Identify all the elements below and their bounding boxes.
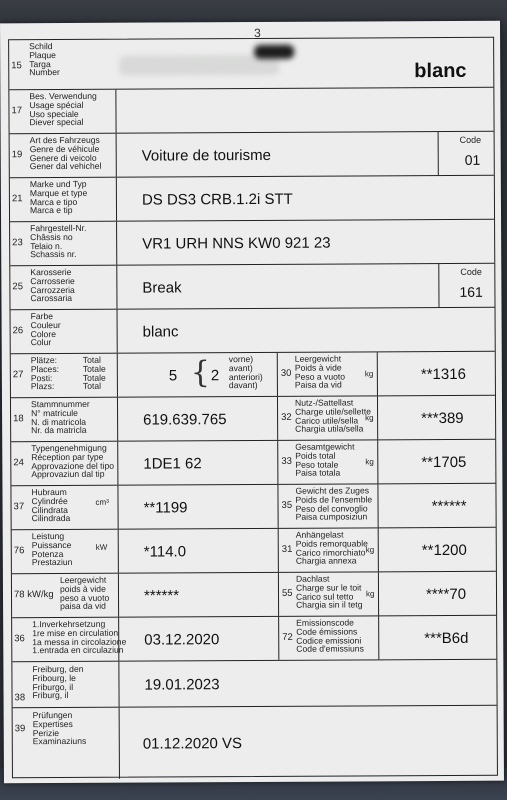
field-label: Freiburg, den Fribourg, le Friburgo, il Friburg, il: [32, 663, 84, 701]
unit-label: kg: [365, 413, 374, 423]
field-number: 33: [281, 455, 292, 467]
field-number: 39: [14, 723, 26, 735]
field-number: 15: [11, 60, 22, 72]
body-value: Break: [142, 279, 182, 297]
power-value: *114.0: [143, 543, 187, 561]
field-label: Marke und Typ Marque et type Marca e tipo Marca e tip: [29, 178, 88, 216]
color-value: blanc: [142, 323, 179, 341]
field-label: 1.Inverkehrsetzung 1re mise en circulation 1a messa in circolazione 1.entrada en circulaziun: [32, 618, 127, 656]
page-number: 3: [254, 25, 261, 40]
field-label: Art des Fahrzeugs Genre de véhicule Genere di veicolo Gener dal vehichel: [29, 134, 102, 172]
unit-label: kg: [365, 589, 375, 599]
total-weight-value: **1705: [421, 453, 467, 472]
field-number: 78 kW/kg: [13, 589, 54, 601]
field-number: 26: [12, 325, 24, 337]
row-39: [13, 706, 497, 780]
inspection-value: 01.12.2020 VS: [142, 735, 243, 753]
registration-document: [0, 21, 504, 784]
field-label: Emissionscode Code émissions Codice emissioni Code d'emissiuns: [296, 617, 364, 655]
field-label: Dachlast Charge sur le toit Carico sul tetto Chargia sin il tetg: [295, 573, 363, 611]
field-label: Prüfungen Expertises Perizie Examinaziuns: [32, 709, 87, 747]
form-grid: [8, 37, 498, 779]
field-sublabel: Total Totale Totale Total: [82, 354, 106, 392]
field-number: 23: [12, 237, 23, 249]
code-label: Code: [460, 266, 482, 277]
unit-label: cm³: [95, 497, 109, 507]
vehicle-kind-value: Voiture de tourisme: [141, 146, 272, 165]
field-number: 30: [280, 367, 292, 379]
field-label: Schild Plaque Targa Number: [29, 41, 60, 78]
train-weight-value: ******: [431, 497, 467, 516]
field-number: 31: [281, 543, 293, 555]
field-number: 19: [11, 149, 23, 161]
redaction-blur: [119, 55, 279, 76]
field-label: Bes. Verwendung Usage spécial Uso speciale Diever special: [29, 90, 97, 128]
type-approval-value: 1DE1 62: [143, 455, 202, 473]
issue-date-value: 19.01.2023: [144, 676, 220, 694]
emission-code-value: ***B6d: [424, 629, 469, 648]
field-label: Nutz-/Sattellast Charge utile/sellette Carico utile/sella Chargia utila/sella: [294, 397, 372, 435]
vehicle-kind-code: 01: [464, 151, 481, 168]
plate-value: blanc: [414, 59, 467, 83]
field-label: Hubraum Cylindrée Cilindrata Cilindrada: [31, 486, 71, 524]
field-number: 17: [11, 105, 23, 117]
payload-value: ***389: [421, 409, 464, 428]
field-label: Leergewicht Poids à vide Peso a vuoto Paisa da vid: [294, 353, 346, 391]
first-registration-value: 03.12.2020: [144, 631, 220, 649]
redaction-blur: [254, 45, 294, 59]
field-number: 35: [281, 499, 293, 511]
row-21: [10, 176, 494, 223]
unit-label: kg: [365, 457, 374, 467]
row-37-35: [11, 484, 495, 531]
unit-label: kg: [365, 545, 375, 555]
field-label: Karosserie Carrosserie Carrozzeria Carossaria: [30, 266, 75, 304]
row-26: [11, 308, 495, 355]
field-label: Leergewicht poids à vide peso a vuoto paisa da vid: [59, 574, 110, 612]
row-78-55: [12, 572, 496, 619]
field-label: Typengenehmigung Réception par type Approvazione del tipo Approvaziun dal tip: [31, 442, 115, 480]
row-24-33: [11, 440, 495, 487]
roof-load-value: ****70: [425, 585, 467, 604]
row-15: [9, 38, 493, 91]
field-number: 21: [11, 193, 23, 205]
unit-label: kg: [364, 369, 374, 379]
row-36-72: [12, 616, 496, 663]
row-19: [10, 132, 494, 179]
field-number: 32: [281, 411, 292, 423]
row-23: [10, 220, 494, 267]
field-number: 72: [282, 631, 293, 643]
field-label: Leistung Puissance Potenza Prestaziun: [31, 530, 73, 568]
row-27-30: [11, 352, 495, 399]
field-number: 76: [13, 545, 25, 557]
seats-front-value: 2: [210, 367, 220, 385]
field-label: Stammnummer N° matricule N. di matricola Nr. da matricla: [30, 398, 90, 436]
row-25: [10, 264, 494, 311]
field-label: Farbe Couleur Colore Colur: [30, 311, 61, 348]
make-type-value: DS DS3 CRB.1.2i STT: [141, 190, 293, 209]
field-label: Anhängelast Poids remorquable Carico rimorchiato Chargia annexa: [295, 529, 368, 567]
field-number: 25: [12, 281, 24, 293]
field-label: Gesamtgewicht Poids total Peso totale Paisa totala: [295, 441, 355, 479]
field-number: 27: [12, 369, 24, 381]
displacement-value: **1199: [143, 499, 188, 517]
towing-weight-value: **1200: [421, 541, 467, 560]
brace: {: [190, 355, 211, 391]
field-number: 18: [13, 413, 24, 425]
field-number: 24: [13, 457, 24, 469]
code-label: Code: [459, 134, 482, 145]
body-code: 161: [459, 283, 483, 300]
field-label: Fahrgestell-Nr. Châssis no Telaio n. Schassis nr.: [30, 222, 87, 260]
chassis-number-value: VR1 URH NNS KW0 921 23: [142, 234, 331, 253]
empty-weight-value: **1316: [420, 365, 466, 384]
field-label: Plätze: Places: Posti: Plazs:: [30, 355, 60, 392]
power-weight-value: ******: [143, 587, 180, 605]
unit-label: kW: [95, 542, 108, 552]
field-label: Gewicht des Zuges Poids de l'ensemble Peso del convoglio Paisa cumposiziun: [295, 485, 373, 523]
row-17: [9, 88, 493, 135]
row-18-32: [11, 396, 495, 443]
seats-total-value: 5: [168, 367, 178, 385]
matricule-value: 619.639.765: [143, 411, 227, 429]
row-76-31: [12, 528, 496, 575]
field-number: 37: [13, 501, 25, 513]
field-number: 55: [281, 587, 293, 599]
field-number: 38: [14, 692, 26, 704]
row-38: [12, 660, 496, 709]
field-number: 36: [14, 633, 25, 645]
field-sublabel: vorne) avant) anteriori) davant): [228, 353, 263, 391]
